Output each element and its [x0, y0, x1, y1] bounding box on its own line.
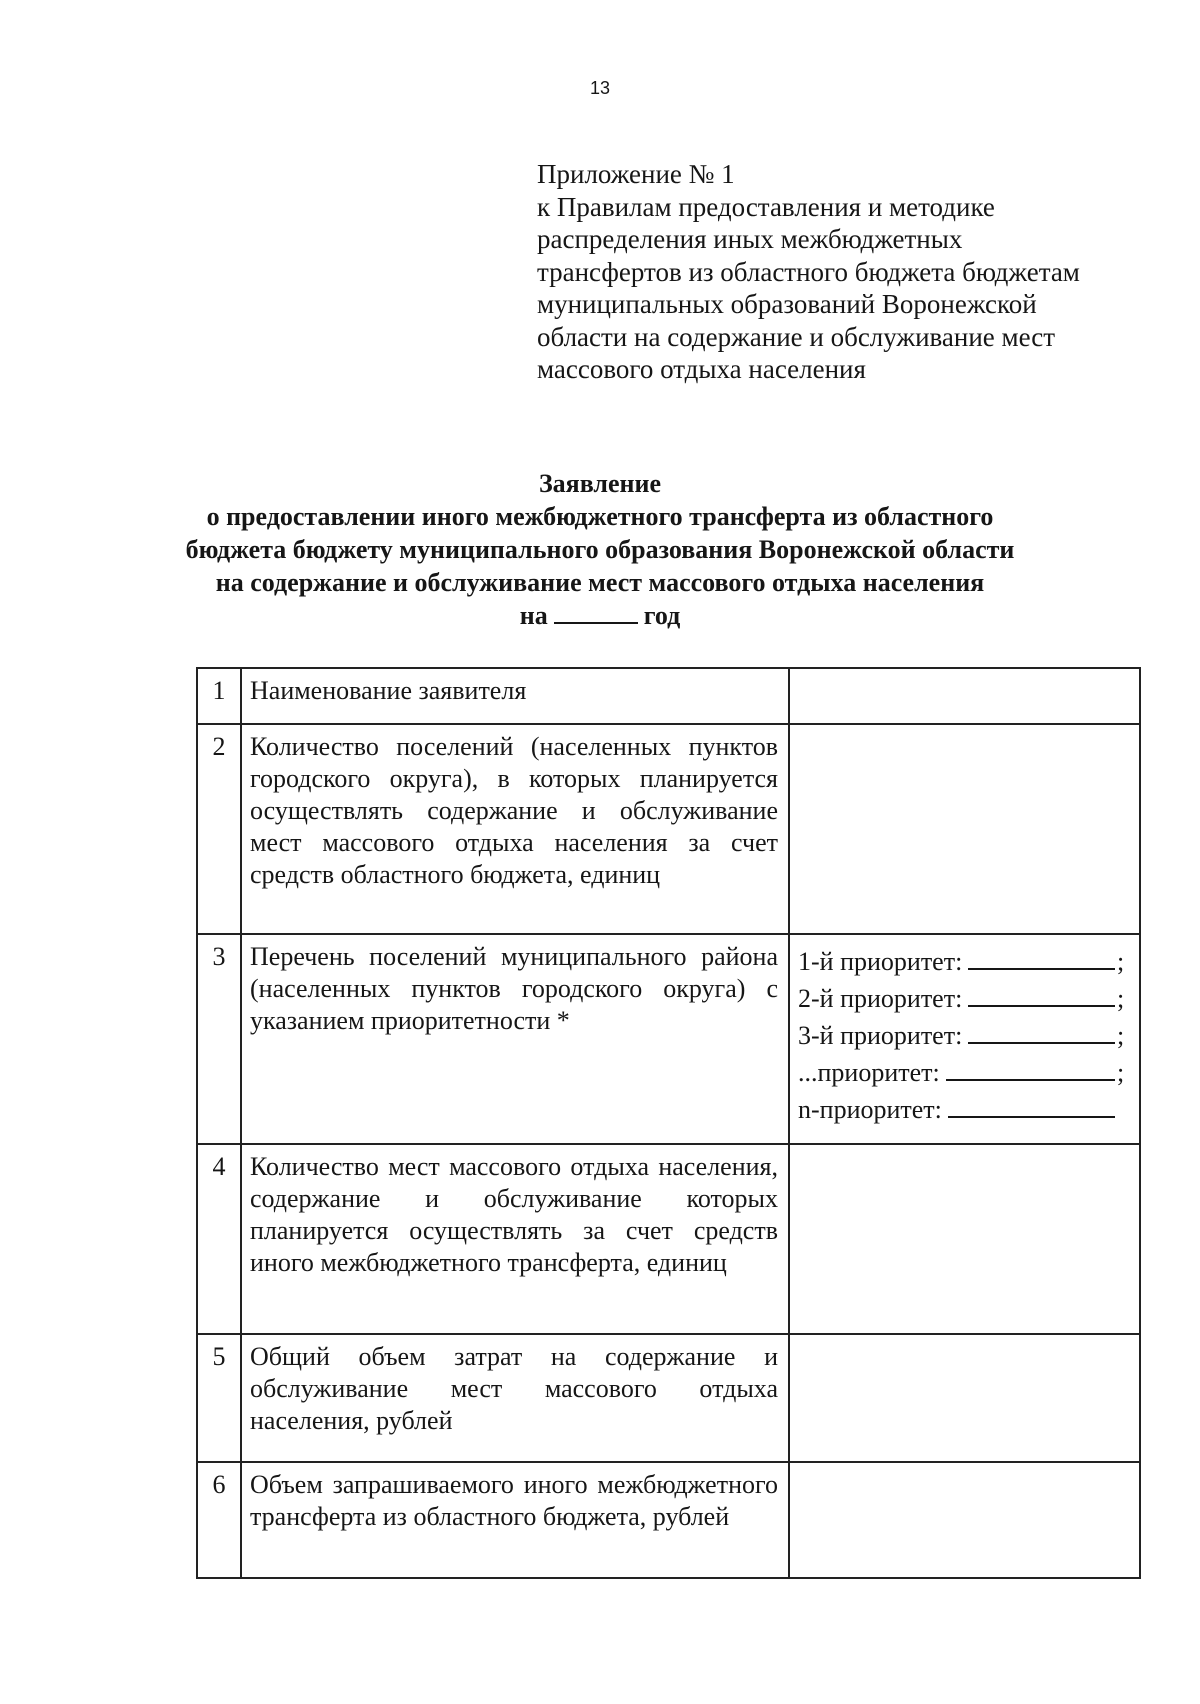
table-row	[197, 1462, 1140, 1578]
priority-blank-field[interactable]	[946, 1078, 1115, 1081]
statement-subtitle-line: о предоставлении иного межбюджетного трансферта из областного	[206, 502, 994, 531]
priority-label: 2-й приоритет:	[798, 984, 963, 1013]
year-suffix: год	[643, 601, 681, 630]
priority-blank-field[interactable]	[948, 1115, 1115, 1118]
application-form-table	[196, 667, 1141, 1579]
priority-line	[798, 1015, 1127, 1052]
requested-amount-value-cell[interactable]	[789, 1462, 1140, 1578]
row-number: 4	[197, 1144, 241, 1334]
priority-label: 3-й приоритет:	[798, 1021, 963, 1050]
priority-label: ...приоритет:	[798, 1058, 940, 1087]
appendix-line: области на содержание и обслуживание мест	[537, 321, 1056, 352]
appendix-line: муниципальных образований Воронежской	[537, 289, 1037, 319]
row-number: 3	[197, 934, 241, 1144]
statement-subtitle-line: на содержание и обслуживание мест массового отдыха населения	[215, 568, 985, 597]
row-label: Объем запрашиваемого иного межбюджетного трансферта из областного бюджета, рублей	[241, 1462, 789, 1578]
priority-label: n-приоритет:	[798, 1095, 942, 1124]
row-label: Перечень поселений муниципального района (населенных пунктов городского округа) с указанием приоритетности *	[241, 934, 789, 1144]
appendix-header	[537, 158, 1117, 386]
year-prefix: на	[519, 601, 548, 630]
settlements-count-value-cell[interactable]	[789, 724, 1140, 934]
table-row	[197, 724, 1140, 934]
priority-label: 1-й приоритет:	[798, 947, 963, 976]
appendix-line: трансфертов из областного бюджета бюджетам	[537, 256, 1080, 287]
table-row	[197, 934, 1140, 1144]
priority-line	[798, 941, 1127, 978]
table-row	[197, 668, 1140, 724]
row-label: Общий объем затрат на содержание и обслуживание мест массового отдыха населения, рублей	[241, 1334, 789, 1462]
statement-title: Заявление	[538, 469, 662, 498]
page-number: 13	[589, 78, 611, 98]
row-label: Количество поселений (населенных пунктов городского округа), в которых планируется осуществлять содержание и обслуживание мест массового отдыха населения за счет средств областного бюджета, единиц	[241, 724, 789, 934]
priority-end-mark: ;	[1117, 1058, 1125, 1087]
priority-blank-field[interactable]	[968, 1041, 1115, 1044]
row-label: Наименование заявителя	[241, 668, 789, 724]
appendix-line: распределения иных межбюджетных	[537, 224, 963, 254]
priority-list-cell	[789, 934, 1140, 1144]
table-row	[197, 1334, 1140, 1462]
total-cost-value-cell[interactable]	[789, 1334, 1140, 1462]
priority-blank-field[interactable]	[968, 1004, 1115, 1007]
row-number: 2	[197, 724, 241, 934]
appendix-line: к Правилам предоставления и методике	[537, 191, 995, 222]
priority-line	[798, 1089, 1127, 1126]
applicant-name-value-cell[interactable]	[789, 668, 1140, 724]
priority-end-mark: ;	[1117, 1021, 1125, 1050]
row-number: 5	[197, 1334, 241, 1462]
table-row	[197, 1144, 1140, 1334]
priority-line	[798, 1052, 1127, 1089]
priority-blank-field[interactable]	[968, 967, 1115, 970]
row-label: Количество мест массового отдыха населения, содержание и обслуживание которых планируется осуществлять за счет средств иного межбюджетного трансферта, единиц	[241, 1144, 789, 1334]
row-number: 1	[197, 668, 241, 724]
statement-heading	[0, 467, 1200, 632]
statement-year-line	[0, 599, 1200, 632]
year-blank-field[interactable]	[554, 600, 638, 624]
priority-line	[798, 978, 1127, 1015]
priority-end-mark: ;	[1117, 984, 1125, 1013]
row-number: 6	[197, 1462, 241, 1578]
priority-end-mark: ;	[1117, 947, 1125, 976]
statement-subtitle-line: бюджета бюджету муниципального образования Воронежской области	[185, 535, 1015, 564]
appendix-line: массового отдыха населения	[537, 354, 866, 384]
appendix-line: Приложение № 1	[537, 159, 735, 189]
places-count-value-cell[interactable]	[789, 1144, 1140, 1334]
